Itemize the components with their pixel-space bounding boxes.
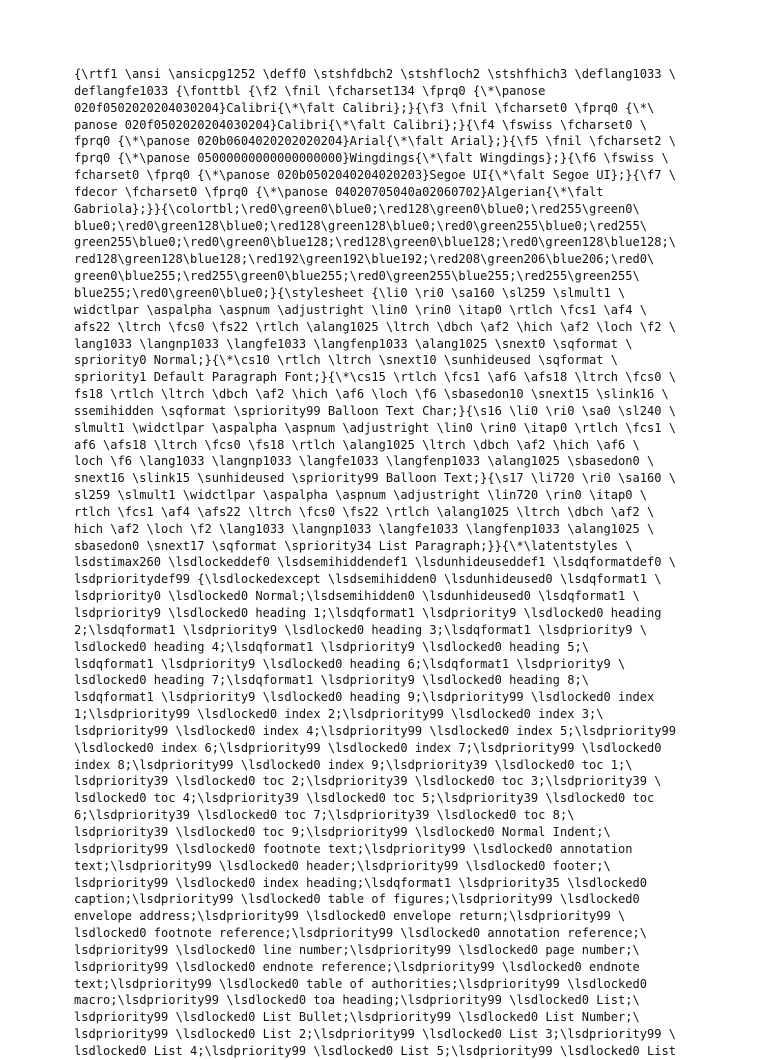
text-line: lsdpriority39 \lsdlocked0 toc 9;\lsdpriority99 \lsdlocked0 Normal Indent;\ [74, 824, 611, 839]
text-line: fprq0 {\*\panose 05000000000000000000}Wingdings{\*\falt Wingdings};}{\f6 \fswiss \ [74, 151, 669, 166]
text-line: fdecor \fcharset0 \fprq0 {\*\panose 04020705040a02060702}Algerian{\*\falt [74, 184, 604, 199]
text-line: sl259 \slmult1 \widctlpar \aspalpha \aspnum \adjustright \lin720 \rin0 \itap0 \ [74, 488, 647, 503]
text-line: lsdprioritydef99 {\lsdlockedexcept \lsdsemihidden0 \lsdunhideused0 \lsdqformat1 \ [74, 572, 662, 587]
text-line: panose 020f0502020204030204}Calibri{\*\falt Calibri};}{\f4 \fswiss \fcharset0 \ [74, 117, 647, 132]
text-line: green0\blue255;\red255\green0\blue255;\red0\green255\blue255;\red255\green255\ [74, 269, 640, 284]
text-line: 6;\lsdpriority39 \lsdlocked0 toc 7;\lsdpriority39 \lsdlocked0 toc 8;\ [74, 808, 575, 823]
text-line: rtlch \fcs1 \af4 \afs22 \ltrch \fcs0 \fs22 \rtlch \alang1025 \ltrch \dbch \af2 \ [74, 504, 655, 519]
text-line: lsdpriority0 \lsdlocked0 Normal;\lsdsemihidden0 \lsdunhideused0 \lsdqformat1 \ [74, 589, 640, 604]
text-line: lsdpriority99 \lsdlocked0 index 4;\lsdpriority99 \lsdlocked0 index 5;\lsdpriority99 [74, 723, 676, 738]
text-line: index 8;\lsdpriority99 \lsdlocked0 index 9;\lsdpriority39 \lsdlocked0 toc 1;\ [74, 757, 633, 772]
text-line: 1;\lsdpriority99 \lsdlocked0 index 2;\lsdpriority99 \lsdlocked0 index 3;\ [74, 707, 604, 722]
text-line: lsdstimax260 \lsdlockeddef0 \lsdsemihiddendef1 \lsdunhideuseddef1 \lsdqformatdef0 \ [74, 555, 676, 570]
text-line: red128\green128\blue128;\red192\green192\blue192;\red208\green206\blue206;\red0\ [74, 252, 655, 267]
text-line: blue0;\red0\green128\blue0;\red128\green128\blue0;\red0\green255\blue0;\red255\ [74, 218, 647, 233]
text-line: hich \af2 \loch \f2 \lang1033 \langnp1033 \langfe1033 \langfenp1033 \alang1025 \ [74, 521, 655, 536]
text-line: envelope address;\lsdpriority99 \lsdlocked0 envelope return;\lsdpriority99 \ [74, 909, 626, 924]
text-line: fprq0 {\*\panose 020b0604020202020204}Arial{\*\falt Arial};}{\f5 \fnil \fcharset2 \ [74, 134, 676, 149]
text-line: lsdpriority39 \lsdlocked0 toc 2;\lsdpriority39 \lsdlocked0 toc 3;\lsdpriority39 \ [74, 774, 662, 789]
text-line: caption;\lsdpriority99 \lsdlocked0 table of figures;\lsdpriority99 \lsdlocked0 [74, 892, 640, 907]
text-line: spriority0 Normal;}{\*\cs10 \rtlch \ltrch \snext10 \sunhideused \sqformat \ [74, 353, 618, 368]
text-line: lsdlocked0 heading 4;\lsdqformat1 \lsdpriority9 \lsdlocked0 heading 5;\ [74, 639, 589, 654]
text-line: lsdqformat1 \lsdpriority9 \lsdlocked0 heading 6;\lsdqformat1 \lsdpriority9 \ [74, 656, 626, 671]
text-line: text;\lsdpriority99 \lsdlocked0 table of authorities;\lsdpriority99 \lsdlocked0 [74, 976, 647, 991]
rtf-source-text [74, 66, 704, 1060]
text-line: deflangfe1033 {\fonttbl {\f2 \fnil \fcharset134 \fprq0 {\*\panose [74, 83, 546, 98]
text-line: lang1033 \langnp1033 \langfe1033 \langfenp1033 \alang1025 \snext0 \sqformat \ [74, 336, 633, 351]
text-line: spriority1 Default Paragraph Font;}{\*\cs15 \rtlch \fcs1 \af6 \afs18 \ltrch \fcs0 \ [74, 370, 676, 385]
text-line: lsdpriority99 \lsdlocked0 index heading;\lsdqformat1 \lsdpriority35 \lsdlocked0 [74, 875, 647, 890]
text-line: lsdpriority99 \lsdlocked0 footnote text;\lsdpriority99 \lsdlocked0 annotation [74, 841, 633, 856]
text-line: fcharset0 \fprq0 {\*\panose 020b0502040204020203}Segoe UI{\*\falt Segoe UI};}{\f7 \ [74, 168, 676, 183]
text-line: Gabriola};}}{\colortbl;\red0\green0\blue0;\red128\green0\blue0;\red255\green0\ [74, 201, 640, 216]
text-line: lsdlocked0 List 4;\lsdpriority99 \lsdlocked0 List 5;\lsdpriority99 \lsdlocked0 List [74, 1043, 676, 1058]
text-line: lsdlocked0 footnote reference;\lsdpriority99 \lsdlocked0 annotation reference;\ [74, 926, 647, 941]
text-line: green255\blue0;\red0\green0\blue128;\red128\green0\blue128;\red0\green128\blue128;\ [74, 235, 676, 250]
text-line: widctlpar \aspalpha \aspnum \adjustright \lin0 \rin0 \itap0 \rtlch \fcs1 \af4 \ [74, 302, 647, 317]
text-line: macro;\lsdpriority99 \lsdlocked0 toa heading;\lsdpriority99 \lsdlocked0 List;\ [74, 993, 640, 1008]
text-line: afs22 \ltrch \fcs0 \fs22 \rtlch \alang1025 \ltrch \dbch \af2 \hich \af2 \loch \f2 \ [74, 319, 676, 334]
text-line: {\rtf1 \ansi \ansicpg1252 \deff0 \stshfdbch2 \stshfloch2 \stshfhich3 \deflang1033 \ [74, 67, 676, 81]
text-line: lsdpriority99 \lsdlocked0 endnote reference;\lsdpriority99 \lsdlocked0 endnote [74, 959, 640, 974]
text-line: snext16 \slink15 \sunhideused \spriority99 Balloon Text;}{\s17 \li720 \ri0 \sa160 \ [74, 471, 676, 486]
text-line: lsdpriority9 \lsdlocked0 heading 1;\lsdqformat1 \lsdpriority9 \lsdlocked0 heading [74, 606, 662, 620]
text-line: \lsdlocked0 index 6;\lsdpriority99 \lsdlocked0 index 7;\lsdpriority99 \lsdlocked0 [74, 740, 662, 755]
text-line: sbasedon0 \snext17 \sqformat \spriority34 List Paragraph;}}{\*\latentstyles \ [74, 538, 633, 553]
text-line: loch \f6 \lang1033 \langnp1033 \langfe1033 \langfenp1033 \alang1025 \sbasedon0 \ [74, 454, 655, 469]
text-line: lsdqformat1 \lsdpriority9 \lsdlocked0 heading 9;\lsdpriority99 \lsdlocked0 index [74, 690, 655, 705]
text-line: text;\lsdpriority99 \lsdlocked0 header;\lsdpriority99 \lsdlocked0 footer;\ [74, 858, 611, 873]
text-line: fs18 \rtlch \ltrch \dbch \af2 \hich \af6 \loch \f6 \sbasedon10 \snext15 \slink16 \ [74, 387, 669, 402]
text-line: af6 \afs18 \ltrch \fcs0 \fs18 \rtlch \alang1025 \ltrch \dbch \af2 \hich \af6 \ [74, 437, 640, 452]
text-line: blue255;\red0\green0\blue0;}{\stylesheet {\li0 \ri0 \sa160 \sl259 \slmult1 \ [74, 285, 626, 300]
text-line: slmult1 \widctlpar \aspalpha \aspnum \adjustright \lin0 \rin0 \itap0 \rtlch \fcs1 \ [74, 420, 676, 435]
text-line: 2;\lsdqformat1 \lsdpriority9 \lsdlocked0 heading 3;\lsdqformat1 \lsdpriority9 \ [74, 622, 647, 637]
text-line: lsdlocked0 toc 4;\lsdpriority39 \lsdlocked0 toc 5;\lsdpriority39 \lsdlocked0 toc [74, 791, 655, 806]
text-line: lsdlocked0 heading 7;\lsdqformat1 \lsdpriority9 \lsdlocked0 heading 8;\ [74, 673, 589, 688]
text-line: ssemihidden \sqformat \spriority99 Balloon Text Char;}{\s16 \li0 \ri0 \sa0 \sl240 \ [74, 403, 676, 418]
text-line: lsdpriority99 \lsdlocked0 List Bullet;\lsdpriority99 \lsdlocked0 List Number;\ [74, 1010, 640, 1025]
text-line: lsdpriority99 \lsdlocked0 line number;\lsdpriority99 \lsdlocked0 page number;\ [74, 942, 640, 957]
text-line: 020f0502020204030204}Calibri{\*\falt Calibri};}{\f3 \fnil \fcharset0 \fprq0 {\*\ [74, 100, 655, 115]
text-line: lsdpriority99 \lsdlocked0 List 2;\lsdpriority99 \lsdlocked0 List 3;\lsdpriority99 \ [74, 1027, 676, 1042]
